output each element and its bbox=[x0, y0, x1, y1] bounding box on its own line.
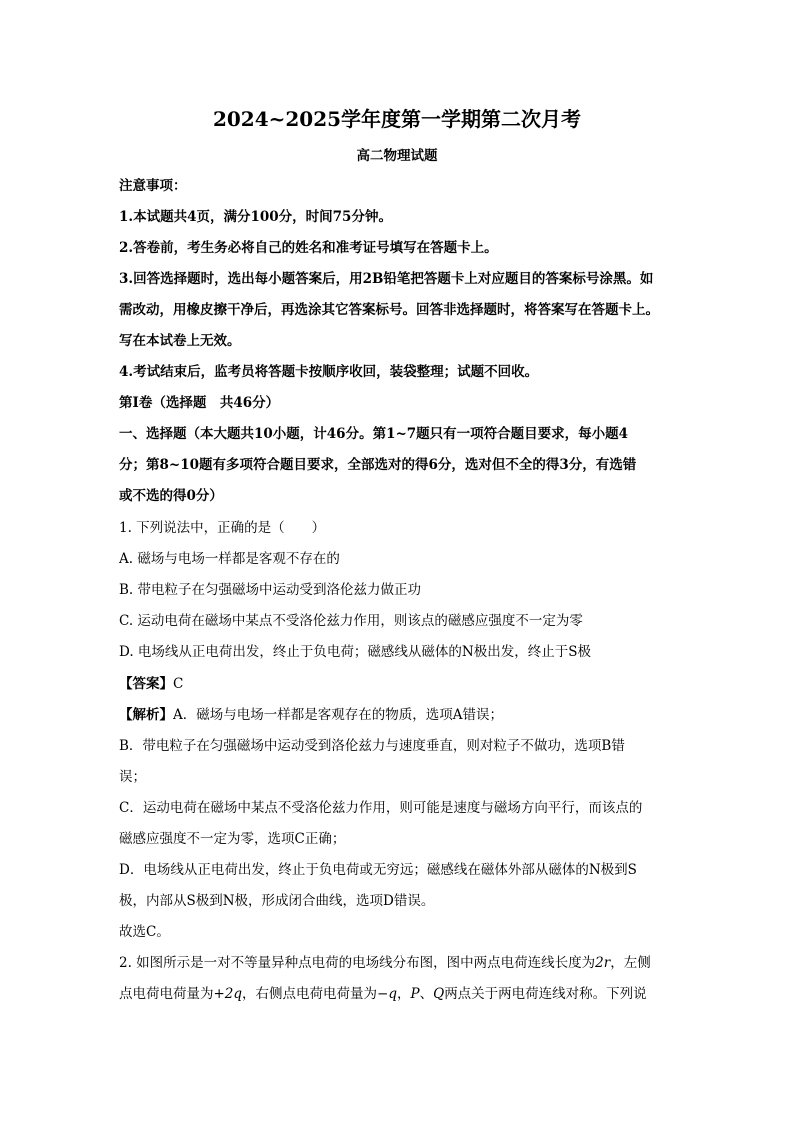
math-point-q: Q bbox=[433, 986, 445, 1002]
analysis-row bbox=[119, 705, 503, 725]
page-title: 2024~2025学年度第一学期第二次月考 bbox=[212, 107, 582, 131]
question-1-option-b: B. 带电粒子在匀强磁场中运动受到洛伦兹力做正功 bbox=[119, 582, 422, 598]
volume-heading: 第Ⅰ卷（选择题 共46分） bbox=[119, 395, 280, 411]
question-1-option-a: A. 磁场与电场一样都是客观不存在的 bbox=[119, 551, 340, 567]
notice-item-4: 4.考试结束后，监考员将答题卡按顺序收回，装袋整理；试题不回收。 bbox=[119, 364, 539, 380]
question-2-text-g: 两点关于两电荷连线对称。下列说 bbox=[444, 986, 647, 1002]
question-2-text-c: 点电荷电荷量为 bbox=[119, 986, 214, 1002]
question-2-text-f: 、 bbox=[419, 986, 434, 1002]
math-charge-right: −q bbox=[377, 986, 398, 1002]
question-2-text-b: ，左侧 bbox=[610, 955, 651, 971]
math-charge-left: +2q bbox=[213, 986, 243, 1002]
answer-row bbox=[119, 674, 183, 694]
analysis-conclusion: 故选C。 bbox=[119, 924, 170, 940]
analysis-line-5: 磁感应强度不一定为零，选项C正确； bbox=[119, 831, 346, 847]
section-intro-line-1: 一、选择题（本大题共10小题，计46分。第1~7题只有一项符合题目要求，每小题4 bbox=[119, 426, 629, 442]
notice-heading: 注意事项： bbox=[119, 178, 187, 194]
question-1-option-d: D. 电场线从正电荷出发，终止于负电荷；磁感线从磁体的N极出发，终止于S极 bbox=[119, 644, 591, 660]
question-2-text-e: ， bbox=[397, 986, 411, 1002]
answer-tag: 【答案】 bbox=[119, 676, 173, 692]
analysis-line-4: C．运动电荷在磁场中某点不受洛伦兹力作用，则可能是速度与磁场方向平行，而该点的 bbox=[119, 800, 643, 816]
question-2-text-d: ，右侧点电荷电荷量为 bbox=[242, 986, 378, 1002]
analysis-line-7: 极，内部从S极到N极，形成闭合曲线，选项D错误。 bbox=[119, 893, 435, 909]
notice-item-2: 2.答卷前，考生务必将自己的姓名和准考证号填写在答题卡上。 bbox=[119, 240, 498, 256]
math-point-p: P bbox=[410, 986, 420, 1002]
math-length: 2r bbox=[595, 955, 611, 971]
analysis-tag: 【解析】 bbox=[119, 707, 173, 723]
question-2-line-2 bbox=[119, 984, 647, 1004]
analysis-line-1: A．磁场与电场一样都是客观存在的物质，选项A错误； bbox=[173, 707, 503, 723]
analysis-line-6: D．电场线从正电荷出发，终止于负电荷或无穷远；磁感线在磁体外部从磁体的N极到S bbox=[119, 862, 637, 878]
analysis-line-3: 误； bbox=[119, 769, 146, 785]
notice-item-1: 1.本试题共4页，满分100分，时间75分钟。 bbox=[119, 209, 392, 225]
notice-item-3-line-3: 写在本试卷上无效。 bbox=[119, 333, 241, 349]
section-intro-line-3: 或不选的得0分） bbox=[119, 488, 223, 504]
question-1-stem: 1. 下列说法中，正确的是（ ） bbox=[119, 520, 326, 536]
question-2-line-1 bbox=[119, 953, 651, 973]
notice-item-3-line-2: 需改动，用橡皮擦干净后，再选涂其它答案标号。回答非选择题时，将答案写在答题卡上。 bbox=[119, 302, 659, 318]
question-1-option-c: C. 运动电荷在磁场中某点不受洛伦兹力作用，则该点的磁感应强度不一定为零 bbox=[119, 613, 583, 629]
analysis-line-2: B．带电粒子在匀强磁场中运动受到洛伦兹力与速度垂直，则对粒子不做功，选项B错 bbox=[119, 738, 625, 754]
page-subtitle: 高二物理试题 bbox=[356, 148, 438, 164]
notice-item-3-line-1: 3.回答选择题时，选出每小题答案后，用2B铅笔把答题卡上对应题目的答案标号涂黑。如 bbox=[119, 271, 654, 287]
answer-value: C bbox=[173, 676, 184, 692]
question-2-text-a: 2. 如图所示是一对不等量异种点电荷的电场线分布图，图中两点电荷连线长度为 bbox=[119, 955, 596, 971]
section-intro-line-2: 分；第8~10题有多项符合题目要求，全部选对的得6分，选对但不全的得3分，有选错 bbox=[119, 457, 637, 473]
